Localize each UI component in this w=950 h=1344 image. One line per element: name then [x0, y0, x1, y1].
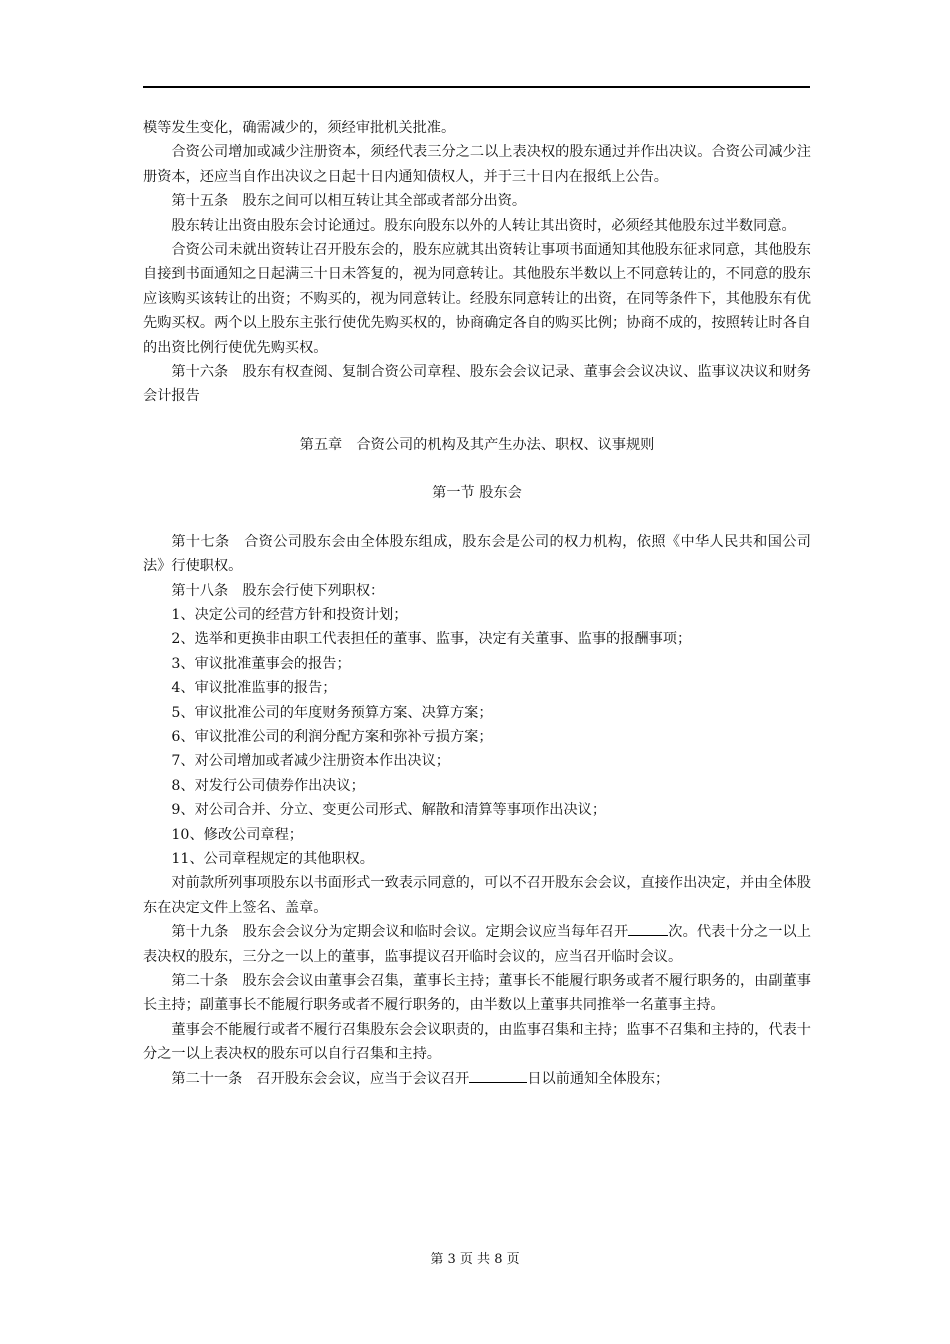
article-19-text-a: 第十九条 股东会会议分为定期会议和临时会议。定期会议应当每年召开	[171, 924, 629, 941]
list-item: 11、公司章程规定的其他职权。	[171, 850, 374, 867]
list-item: 6、审议批准公司的利润分配方案和弥补亏损方案；	[171, 728, 493, 745]
document-body	[143, 116, 811, 1091]
article-15: 第十五条 股东之间可以相互转让其全部或者部分出资。	[171, 193, 527, 210]
list-item: 7、对公司增加或者减少注册资本作出决议；	[171, 753, 450, 770]
article-21-text-a: 第二十一条 召开股东会会议，应当于会议召开	[171, 1070, 470, 1087]
list-item: 10、修改公司章程；	[171, 826, 303, 843]
paragraph: 董事会不能履行或者不履行召集股东会会议职责的，由监事召集和主持；监事不召集和主持的，代表十分之一以上表决权的股东可以自行召集和主持。	[143, 1021, 811, 1063]
list-item: 1、决定公司的经营方针和投资计划；	[171, 606, 408, 623]
page-footer: 第 3 页 共 8 页	[430, 1252, 520, 1267]
article-21	[143, 1067, 811, 1091]
paragraph: 模等发生变化，确需减少的，须经审批机关批准。	[143, 120, 456, 136]
list-item: 3、审议批准董事会的报告；	[171, 655, 351, 672]
article-17: 第十七条 合资公司股东会由全体股东组成，股东会是公司的权力机构，依照《中华人民共和国公司法》行使职权。	[143, 533, 811, 575]
header-rule	[143, 86, 810, 88]
article-19-text-b: 次。代表十分之一以上表决权的股东，三分之一以上的董事，监事提议召开临时会议的，应当召开临时会议。	[143, 924, 811, 965]
paragraph: 合资公司未就出资转让召开股东会的，股东应就其出资转让事项书面通知其他股东征求同意，其他股东自接到书面通知之日起满三十日未答复的，视为同意转让。其他股东半数以上不同意转让的，不同意的股东应该购买该转让的出资；不购买的，视为同意转让。经股东同意转让的出资，在同等条件下，其他股东有优先购买权。两个以上股东主张行使优先购买权的，协商确定各自的购买比例；协商不成的，按照转让时各自的出资比例行使优先购买权。	[143, 242, 811, 356]
paragraph: 股东转让出资由股东会讨论通过。股东向股东以外的人转让其出资时，必须经其他股东过半数同意。	[171, 217, 796, 234]
section-title: 第一节 股东会	[432, 485, 522, 502]
paragraph: 合资公司增加或减少注册资本，须经代表三分之二以上表决权的股东通过并作出决议。合资公司减少注册资本，还应当自作出决议之日起十日内通知债权人，并于三十日内在报纸上公告。	[143, 144, 811, 185]
list-item: 8、对发行公司债券作出决议；	[171, 777, 365, 794]
paragraph: 对前款所列事项股东以书面形式一致表示同意的，可以不召开股东会会议，直接作出决定，并由全体股东在决定文件上签名、盖章。	[143, 875, 811, 916]
chapter-title: 第五章 合资公司的机构及其产生办法、职权、议事规则	[299, 436, 655, 453]
article-19	[143, 920, 811, 969]
article-21-text-b: 日以前通知全体股东；	[527, 1070, 670, 1087]
list-item: 2、选举和更换非由职工代表担任的董事、监事，决定有关董事、监事的报酬事项；	[171, 631, 692, 648]
article-18: 第十八条 股东会行使下列职权：	[171, 582, 385, 599]
list-item: 4、审议批准监事的报告；	[171, 680, 337, 697]
blank-notice-days	[469, 1068, 527, 1083]
blank-meetings-per-year	[628, 921, 668, 936]
article-16: 第十六条 股东有权查阅、复制合资公司章程、股东会会议记录、董事会会议决议、监事议决议和财务会计报告	[143, 364, 811, 405]
list-item: 5、审议批准公司的年度财务预算方案、决算方案；	[171, 704, 493, 721]
article-20: 第二十条 股东会会议由董事会召集，董事长主持；董事长不能履行职务或者不履行职务的，由副董事长主持；副董事长不能履行职务或者不履行职务的，由半数以上董事共同推举一名董事主持。	[143, 973, 811, 1014]
list-item: 9、对公司合并、分立、变更公司形式、解散和清算等事项作出决议；	[171, 802, 607, 819]
